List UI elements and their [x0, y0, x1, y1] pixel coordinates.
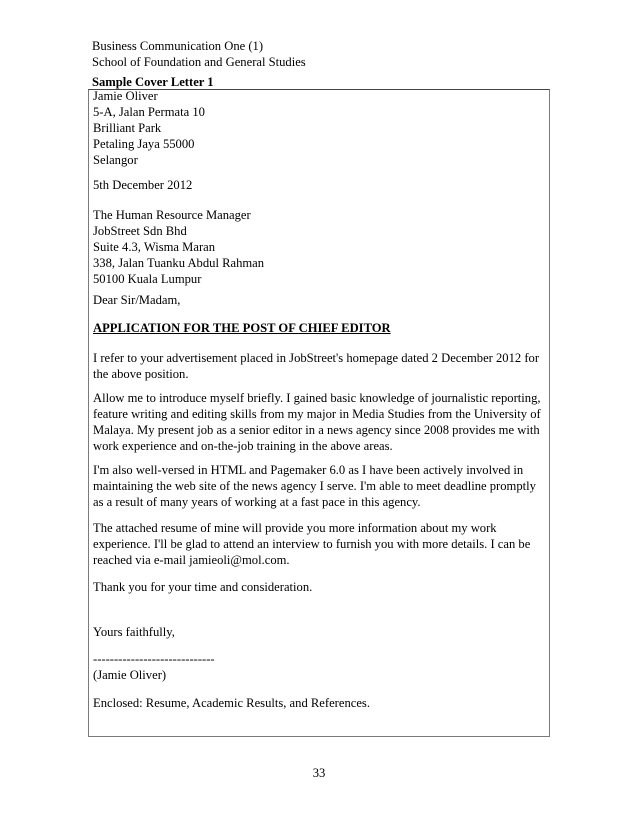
paragraph-line: the above position.: [93, 367, 189, 381]
enclosure-line: Enclosed: Resume, Academic Results, and References.: [93, 696, 370, 710]
paragraph-line: as a result of many years of working at a fast pace in this agency.: [93, 495, 421, 509]
sender-address-line: 5-A, Jalan Permata 10: [93, 105, 205, 119]
paragraph-line: feature writing and editing skills from my major in Media Studies from the University of: [93, 407, 541, 421]
paragraph-line: I refer to your advertisement placed in JobStreet's homepage dated 2 December 2012 for: [93, 351, 540, 365]
paragraph-line: Allow me to introduce myself briefly. I gained basic knowledge of journalistic reporting,: [93, 391, 541, 405]
signature-line: -----------------------------: [93, 652, 215, 666]
paragraph-line: Malaya. My present job as a senior editor in a news agency since 2008 provides me with: [93, 423, 540, 437]
paragraph-line: work experience and on-the-job training in the above areas.: [93, 439, 393, 453]
sender-name: Jamie Oliver: [93, 89, 158, 103]
paragraph-line: experience. I'll be glad to attend an interview to furnish you with more details. I can be: [93, 537, 531, 551]
recipient-line: Suite 4.3, Wisma Maran: [93, 240, 216, 254]
sender-address-line: Petaling Jaya 55000: [93, 137, 195, 151]
signature-name: (Jamie Oliver): [93, 668, 167, 682]
paragraph-line: reached via e-mail jamieoli@mol.com.: [93, 553, 290, 567]
thanks-line: Thank you for your time and consideration.: [93, 580, 313, 594]
paragraph-line: The attached resume of mine will provide you more information about my work: [93, 521, 497, 535]
sender-address-line: Brilliant Park: [93, 121, 162, 135]
course-title: Business Communication One (1): [92, 39, 264, 53]
recipient-line: The Human Resource Manager: [93, 208, 251, 222]
paragraph-line: I'm also well-versed in HTML and Pagemaker 6.0 as I have been actively involved in: [93, 463, 524, 477]
recipient-line: 338, Jalan Tuanku Abdul Rahman: [93, 256, 265, 270]
closing-line: Yours faithfully,: [93, 625, 175, 639]
letter-date: 5th December 2012: [93, 178, 193, 192]
paragraph-line: maintaining the web site of the news agency I serve. I'm able to meet deadline promptly: [93, 479, 536, 493]
section-title: Sample Cover Letter 1: [92, 75, 214, 89]
sender-address-line: Selangor: [93, 153, 138, 167]
salutation: Dear Sir/Madam,: [93, 293, 181, 307]
school-name: School of Foundation and General Studies: [92, 55, 306, 69]
recipient-line: 50100 Kuala Lumpur: [93, 272, 202, 286]
subject-line: APPLICATION FOR THE POST OF CHIEF EDITOR: [93, 321, 391, 335]
page-number: 33: [312, 766, 326, 780]
recipient-line: JobStreet Sdn Bhd: [93, 224, 187, 238]
